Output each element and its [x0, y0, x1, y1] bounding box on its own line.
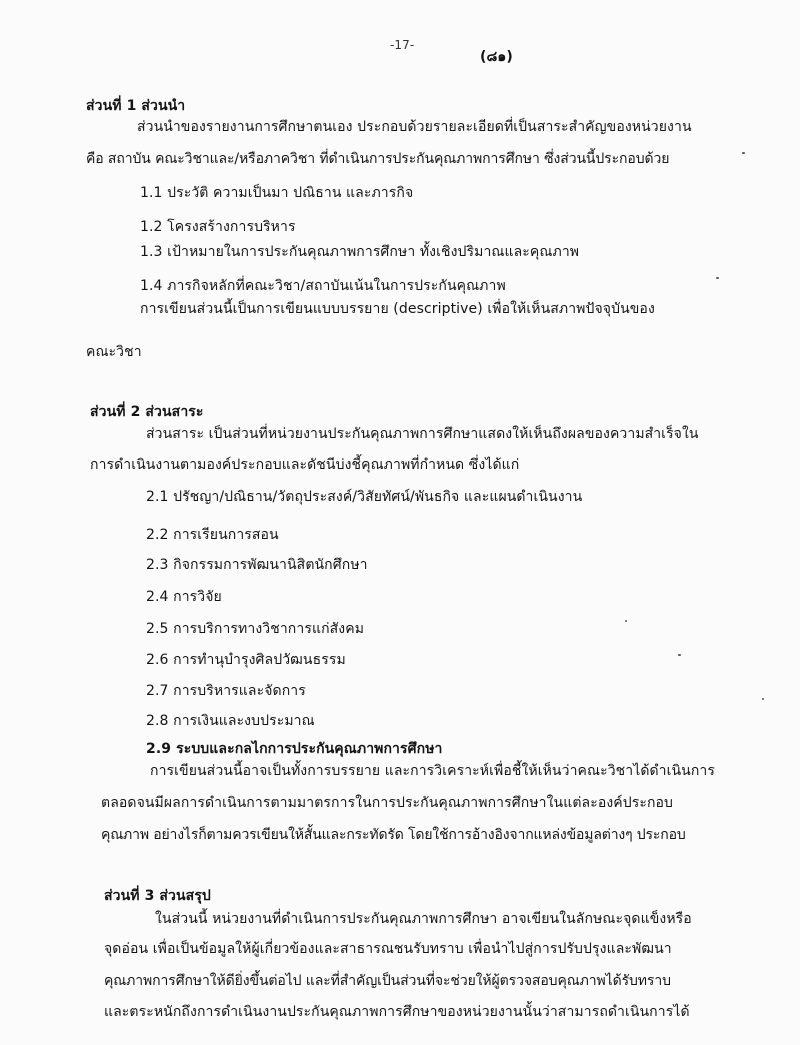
section2-intro-line2: การดำเนินงานตามองค์ประกอบและดัชนีบ่งชี้คุณภาพที่กำหนด ซึ่งได้แก่: [90, 457, 520, 473]
scan-speck: [625, 620, 627, 622]
thai-page-number: (๘๑): [480, 49, 513, 65]
section1-item-3: 1.3 เป้าหมายในการประกันคุณภาพการศึกษา ทั้งเชิงปริมาณและคุณภาพ: [140, 244, 580, 260]
section1-note-line2: คณะวิชา: [86, 344, 142, 360]
section3-heading: ส่วนที่ 3 ส่วนสรุป: [104, 888, 211, 904]
section2-item-7: 2.7 การบริหารและจัดการ: [146, 683, 306, 699]
section2-note-line1: การเขียนส่วนนี้อาจเป็นทั้งการบรรยาย และการวิเคราะห์เพื่อชี้ให้เห็นว่าคณะวิชาได้ดำเนินการ: [150, 763, 715, 779]
section3-line3: คุณภาพการศึกษาให้ดียิ่งขึ้นต่อไป และที่สำคัญเป็นส่วนที่จะช่วยให้ผู้ตรวจสอบคุณภาพได้รับทราบ: [104, 973, 671, 989]
section2-item-9: 2.9 ระบบและกลไกการประกันคุณภาพการศึกษา: [146, 741, 443, 757]
scan-speck: [716, 277, 719, 279]
section3-line2: จุดอ่อน เพื่อเป็นข้อมูลให้ผู้เกี่ยวข้องและสาธารณชนรับทราบ เพื่อนำไปสู่การปรับปรุงและพัฒนา: [104, 941, 672, 957]
scan-speck: [678, 654, 681, 656]
section2-item-3: 2.3 กิจกรรมการพัฒนานิสิตนักศึกษา: [146, 557, 368, 573]
section2-item-5: 2.5 การบริการทางวิชาการแก่สังคม: [146, 621, 365, 637]
scan-speck: [762, 698, 764, 700]
section3-line4: และตระหนักถึงการดำเนินงานประกันคุณภาพการศึกษาของหน่วยงานนั้นว่าสามารถดำเนินการได้: [104, 1004, 690, 1020]
section2-intro-line1: ส่วนสาระ เป็นส่วนที่หน่วยงานประกันคุณภาพการศึกษาแสดงให้เห็นถึงผลของความสำเร็จใน: [146, 426, 699, 442]
section2-item-4: 2.4 การวิจัย: [146, 589, 222, 605]
section2-item-6: 2.6 การทำนุบำรุงศิลปวัฒนธรรม: [146, 652, 346, 668]
section2-note-line2: ตลอดจนมีผลการดำเนินการตามมาตรการในการประกันคุณภาพการศึกษาในแต่ละองค์ประกอบ: [101, 795, 674, 811]
scan-speck: [742, 152, 745, 154]
section1-intro-line1: ส่วนนำของรายงานการศึกษาตนเอง ประกอบด้วยรายละเอียดที่เป็นสาระสำคัญของหน่วยงาน: [137, 119, 692, 135]
section2-item-1: 2.1 ปรัชญา/ปณิธาน/วัตถุประสงค์/วิสัยทัศน์/พันธกิจ และแผนดำเนินงาน: [146, 489, 583, 505]
section2-item-8: 2.8 การเงินและงบประมาณ: [146, 713, 315, 729]
section2-note-line3: คุณภาพ อย่างไรก็ตามควรเขียนให้สั้นและกระทัดรัด โดยใช้การอ้างอิงจากแหล่งข้อมูลต่างๆ ประกอบ: [101, 827, 686, 843]
section1-item-2: 1.2 โครงสร้างการบริหาร: [140, 219, 296, 235]
section2-heading: ส่วนที่ 2 ส่วนสาระ: [90, 404, 204, 420]
section2-item-2: 2.2 การเรียนการสอน: [146, 527, 279, 543]
section1-intro-line2: คือ สถาบัน คณะวิชาและ/หรือภาควิชา ที่ดำเนินการประกันคุณภาพการศึกษา ซึ่งส่วนนี้ประกอบด้วย: [86, 151, 670, 167]
section1-item-4: 1.4 ภารกิจหลักที่คณะวิชา/สถาบันเน้นในการประกันคุณภาพ: [140, 278, 506, 294]
section3-line1: ในส่วนนี้ หน่วยงานที่ดำเนินการประกันคุณภาพการศึกษา อาจเขียนในลักษณะจุดแข็งหรือ: [155, 911, 692, 927]
section1-heading: ส่วนที่ 1 ส่วนนำ: [86, 98, 186, 114]
section1-item-1: 1.1 ประวัติ ความเป็นมา ปณิธาน และภารกิจ: [140, 185, 414, 201]
section1-note-line1: การเขียนส่วนนี้เป็นการเขียนแบบบรรยาย (descriptive) เพื่อให้เห็นสภาพปัจจุบันของ: [140, 301, 655, 317]
page-number: -17-: [390, 38, 415, 52]
